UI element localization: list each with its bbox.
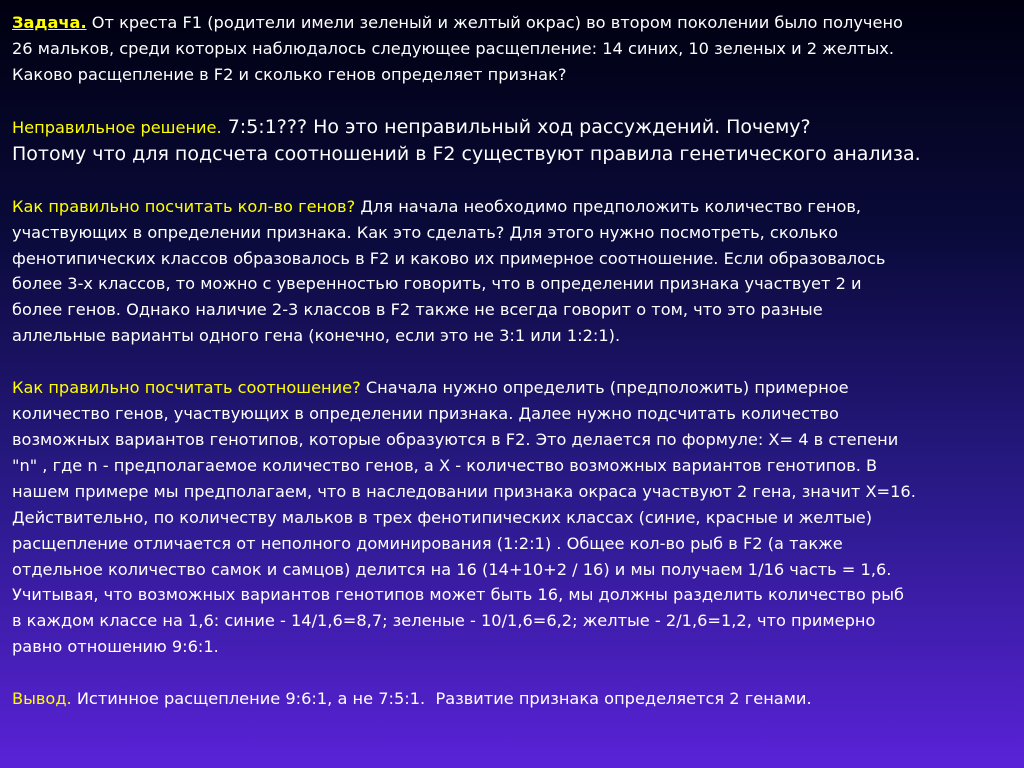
genes-line-6: аллельные варианты одного гена (конечно, если это не 3:1 или 1:2:1).: [12, 326, 621, 346]
genes-line-4: более 3-х классов, то можно с уверенностью говорить, что в определении признака участвует 2 и: [12, 274, 862, 294]
spacer: [12, 349, 1016, 375]
genes-line-5: более генов. Однако наличие 2-3 классов в F2 также не всегда говорит о том, что это разные: [12, 300, 823, 320]
wrong-solution-line-1: 7:5:1??? Но это неправильный ход рассуждений. Почему?: [221, 115, 811, 138]
ratio-label: Как правильно посчитать соотношение?: [12, 378, 361, 398]
ratio-line-3: возможных вариантов генотипов, которые образуются в F2. Это делается по формуле: Х= 4 в степени: [12, 429, 899, 449]
wrong-solution-label: Неправильное решение.: [12, 117, 222, 137]
ratio-line-6: Действительно, по количеству мальков в трех фенотипических классах (синие, красные и желтые): [12, 507, 873, 527]
task-label: Задача.: [12, 13, 87, 32]
ratio-line-2: количество генов, участвующих в определении признака. Далее нужно подсчитать количество: [12, 404, 839, 424]
ratio-line-10: в каждом классе на 1,6: синие - 14/1,6=8,7; зеленые - 10/1,6=6,2; желтые - 2/1,6=1,2, что примерно: [12, 611, 876, 631]
wrong-solution-paragraph: [12, 114, 1016, 168]
task-line-2: 26 мальков, среди которых наблюдалось следующее расщепление: 14 синих, 10 зеленых и 2 желтых.: [12, 38, 895, 58]
ratio-paragraph: [12, 375, 1016, 660]
slide-content: [12, 10, 1016, 712]
genes-line-1: Для начала необходимо предположить количество генов,: [355, 196, 862, 216]
genes-label: Как правильно посчитать кол-во генов?: [12, 196, 356, 216]
spacer: [12, 88, 1016, 114]
ratio-line-1: Сначала нужно определить (предположить) примерное: [360, 378, 849, 398]
spacer: [12, 660, 1016, 686]
wrong-solution-line-2: Потому что для подсчета соотношений в F2 существуют правила генетического анализа.: [12, 142, 921, 165]
ratio-line-4: "n" , где n - предполагаемое количество генов, а Х - количество возможных вариантов генотипов. В: [12, 455, 878, 475]
task-line-1: От креста F1 (родители имели зеленый и желтый окрас) во втором поколении было получено: [86, 13, 903, 32]
ratio-line-8: отдельное количество самок и самцов) делится на 16 (14+10+2 / 16) и мы получаем 1/16 часть = 1,6.: [12, 559, 892, 579]
spacer: [12, 168, 1016, 194]
ratio-line-7: расщепление отличается от неполного доминирования (1:2:1) . Общее кол-во рыб в F2 (а также: [12, 533, 843, 553]
conclusion-label: Вывод.: [12, 689, 72, 709]
conclusion-text: Истинное расщепление 9:6:1, а не 7:5:1. Развитие признака определяется 2 генами.: [71, 689, 812, 709]
ratio-line-9: Учитывая, что возможных вариантов генотипов может быть 16, мы должны разделить количество рыб: [12, 585, 905, 605]
task-line-3: Каково расщепление в F2 и сколько генов определяет признак?: [12, 64, 567, 84]
ratio-line-11: равно отношению 9:6:1.: [12, 637, 219, 657]
task-paragraph: [12, 10, 1016, 88]
conclusion-paragraph: [12, 686, 1016, 712]
genes-line-3: фенотипических классов образовалось в F2 и каково их примерное соотношение. Если образовалось: [12, 248, 886, 268]
genes-paragraph: [12, 194, 1016, 349]
ratio-line-5: нашем примере мы предполагаем, что в наследовании признака окраса участвуют 2 гена, значит Х=16.: [12, 481, 916, 501]
genes-line-2: участвующих в определении признака. Как это сделать? Для этого нужно посмотреть, сколько: [12, 222, 839, 242]
